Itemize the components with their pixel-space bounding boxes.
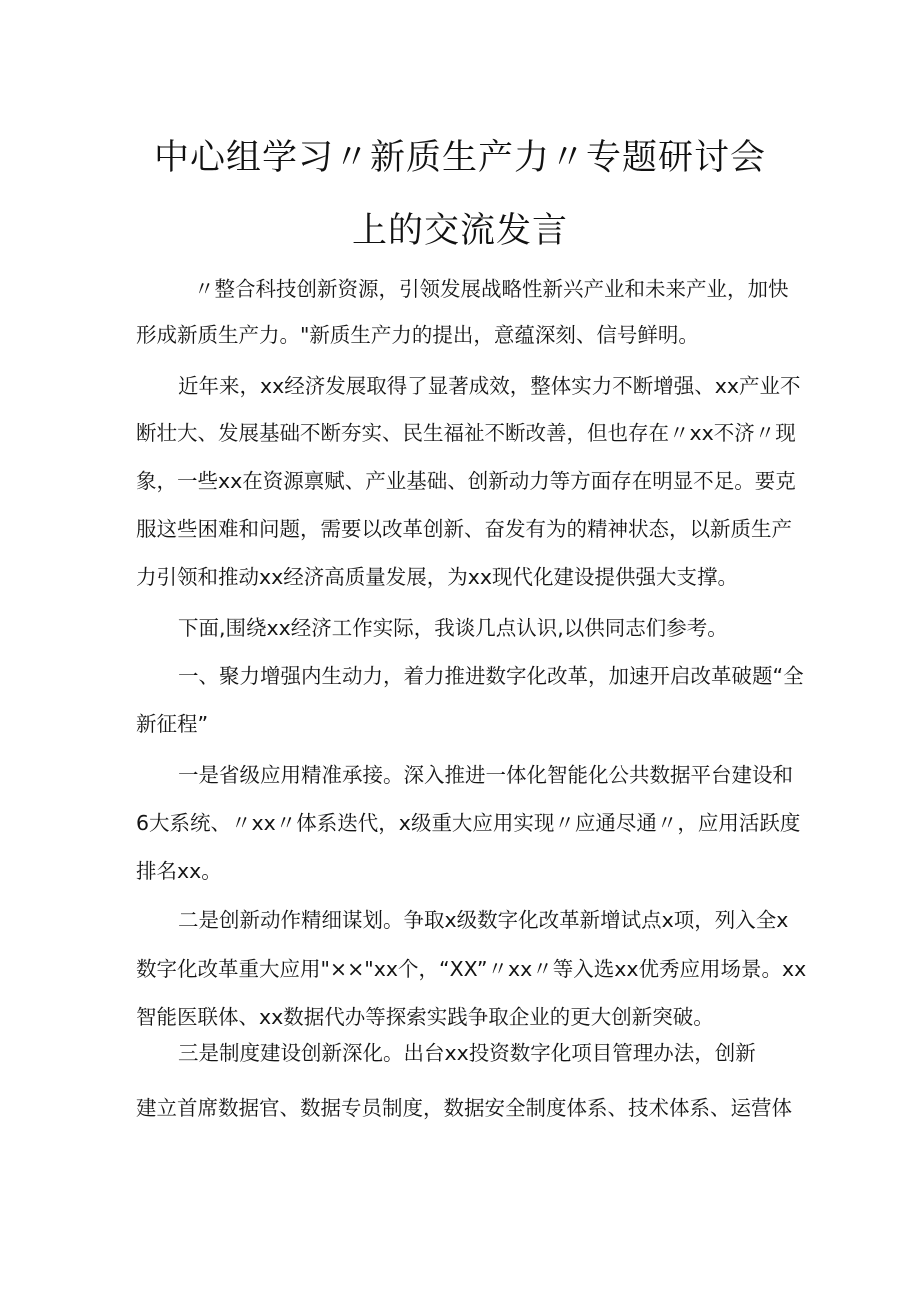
paragraph-line: 〃整合科技创新资源，引领发展战略性新兴产业和未来产业，加快 [194,277,789,301]
paragraph-line: 一是省级应用精准承接。深入推进一体化智能化公共数据平台建设和 [178,763,793,787]
paragraph-line: 下面,围绕xx经济工作实际，我谈几点认识,以供同志们参考。 [178,616,728,640]
paragraph-line: 断壮大、发展基础不断夯实、民生福祉不断改善，但也存在〃xx不济〃现 [136,421,796,445]
paragraph-line: 6大系统、〃xx〃体系迭代，x级重大应用实现〃应通尽通〃，应用活跃度 [136,811,801,835]
paragraph-line: 智能医联体、xx数据代办等探索实践争取企业的更大创新突破。 [136,1005,714,1029]
paragraph-line: 近年来，xx经济发展取得了显著成效，整体实力不断增强、xx产业不 [178,374,801,398]
section-heading-line: 一、聚力增强内生动力，着力推进数字化改革，加速开启改革破题“全 [178,664,804,688]
paragraph-line: 二是创新动作精细谋划。争取x级数字化改革新增试点x项，列入全x [178,908,789,932]
paragraph-line: 形成新质生产力。"新质生产力的提出，意蕴深刻、信号鲜明。 [136,323,699,347]
document-title-line-2: 上的交流发言 [351,211,568,251]
paragraph-line: 排名xx。 [136,859,222,883]
paragraph-line: 服这些困难和问题，需要以改革创新、奋发有为的精神状态，以新质生产 [136,517,792,541]
section-heading-line: 新征程” [136,712,209,736]
paragraph-line: 力引领和推动xx经济高质量发展，为xx现代化建设提供强大支撑。 [136,565,739,589]
paragraph-line: 象，一些xx在资源禀赋、产业基础、创新动力等方面存在明显不足。要克 [136,469,796,493]
paragraph-line: 三是制度建设创新深化。出台xx投资数字化项目管理办法，创新 [178,1041,756,1065]
paragraph-line: 数字化改革重大应用"××"xx个，“XX”〃xx〃等入选xx优秀应用场景。xx [136,957,807,981]
paragraph-line: 建立首席数据官、数据专员制度，数据安全制度体系、技术体系、运营体 [136,1096,792,1120]
document-title-line-1: 中心组学习〃新质生产力〃专题研讨会 [153,138,766,178]
